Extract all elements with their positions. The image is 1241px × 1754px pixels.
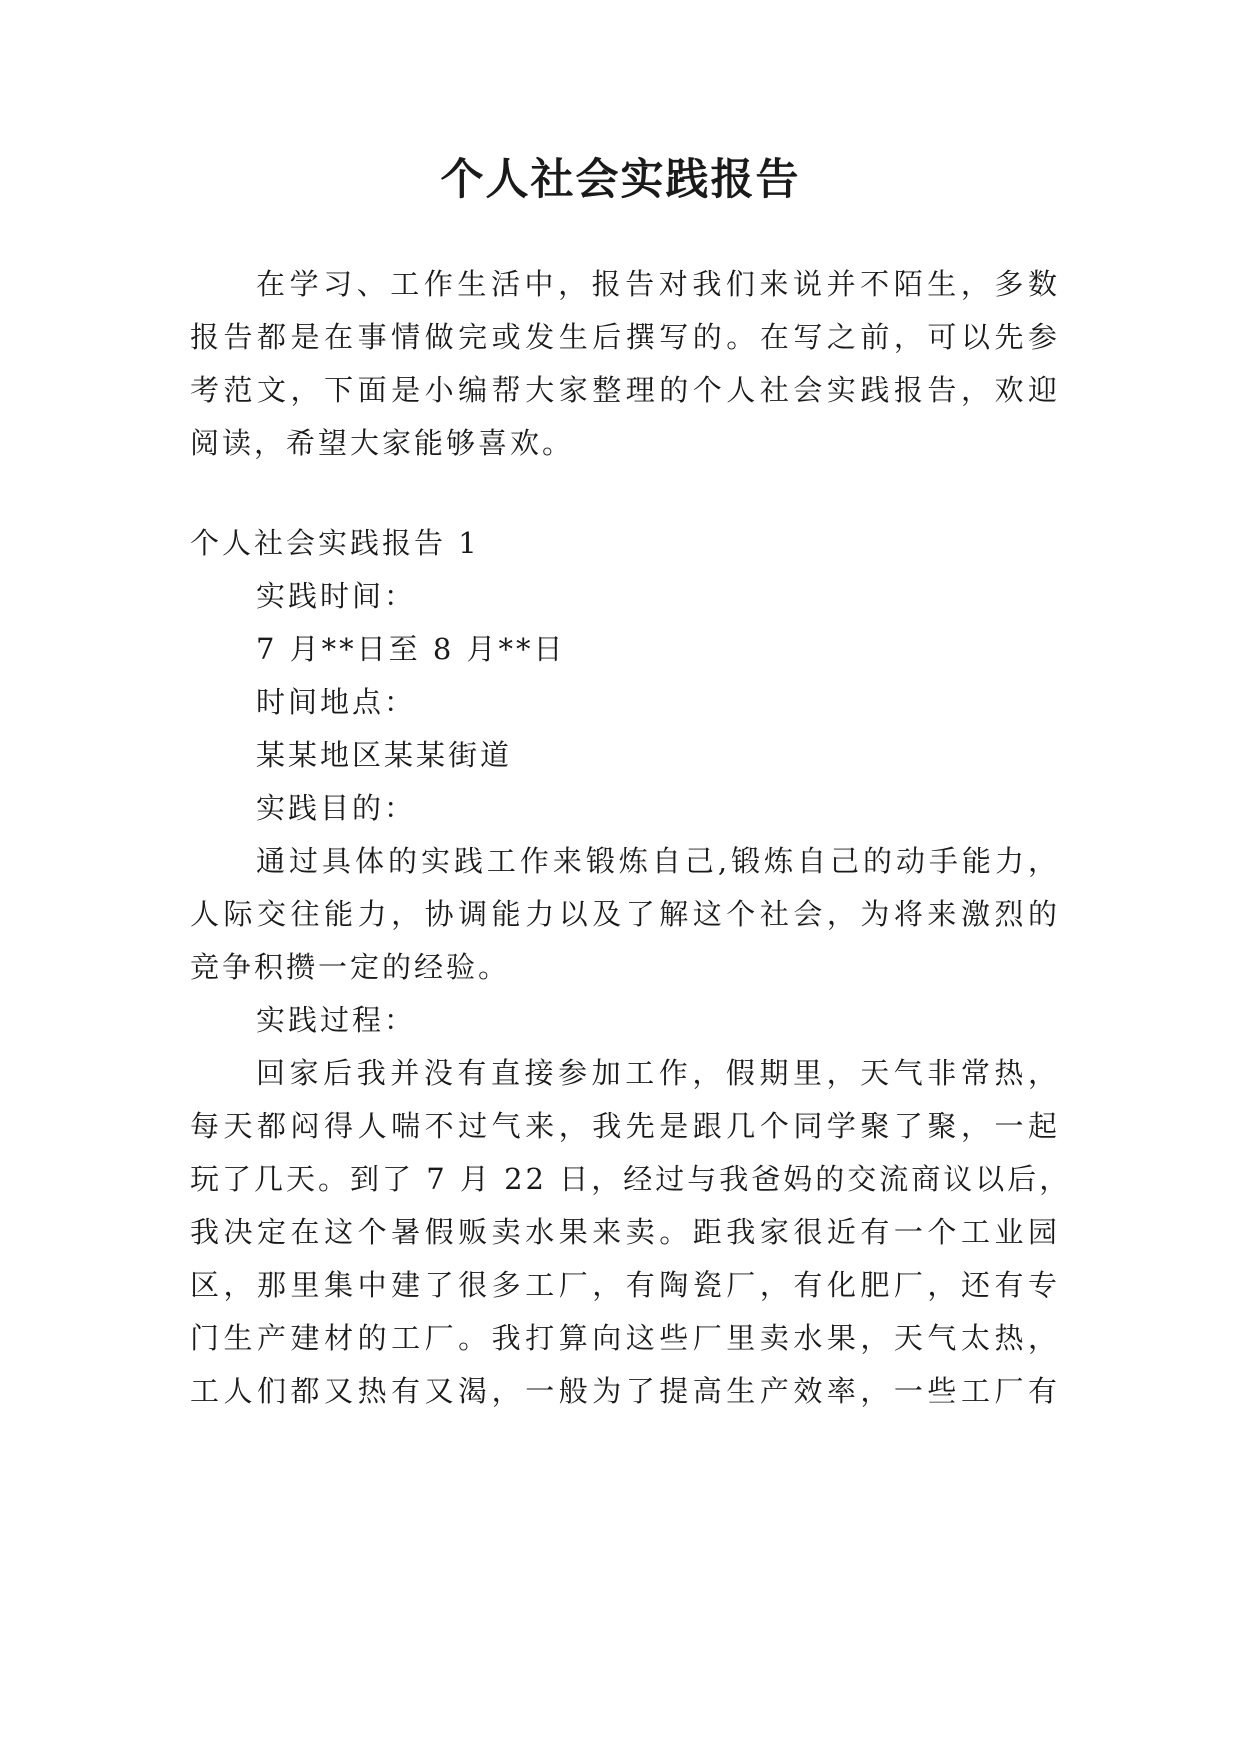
section-heading: 个人社会实践报告 1 (190, 526, 480, 560)
intro-line: 报告都是在事情做完或发生后撰写的。在写之前，可以先参 (190, 320, 1060, 354)
process-line: 工人们都又热有又渴，一般为了提高生产效率，一些工厂有 (190, 1374, 1060, 1408)
purpose-line: 竞争积攒一定的经验。 (190, 950, 511, 984)
practice-time-value: 7 月**日至 8 月**日 (256, 632, 566, 666)
process-label: 实践过程： (256, 1003, 417, 1037)
process-line: 玩了几天。到了 7 月 22 日，经过与我爸妈的交流商议以后， (190, 1162, 1072, 1196)
process-line: 我决定在这个暑假贩卖水果来卖。距我家很近有一个工业园 (190, 1215, 1060, 1249)
intro-line: 考范文，下面是小编帮大家整理的个人社会实践报告，欢迎 (190, 373, 1060, 407)
purpose-line: 通过具体的实践工作来锻炼自己,锻炼自己的动手能力， (256, 844, 1060, 878)
document-title: 个人社会实践报告 (440, 155, 801, 205)
process-line: 门生产建材的工厂。我打算向这些厂里卖水果，天气太热， (190, 1321, 1060, 1355)
intro-line: 阅读，希望大家能够喜欢。 (190, 426, 575, 460)
practice-time-label: 实践时间： (256, 579, 417, 613)
location-label: 时间地点： (256, 685, 417, 719)
intro-line: 在学习、工作生活中，报告对我们来说并不陌生，多数 (256, 267, 1060, 301)
purpose-label: 实践目的： (256, 791, 417, 825)
purpose-line: 人际交往能力，协调能力以及了解这个社会，为将来激烈的 (190, 897, 1060, 931)
process-line: 区，那里集中建了很多工厂，有陶瓷厂，有化肥厂，还有专 (190, 1268, 1060, 1302)
location-value: 某某地区某某街道 (256, 738, 513, 772)
process-line: 回家后我并没有直接参加工作，假期里，天气非常热， (256, 1056, 1060, 1090)
process-line: 每天都闷得人喘不过气来，我先是跟几个同学聚了聚，一起 (190, 1109, 1060, 1143)
